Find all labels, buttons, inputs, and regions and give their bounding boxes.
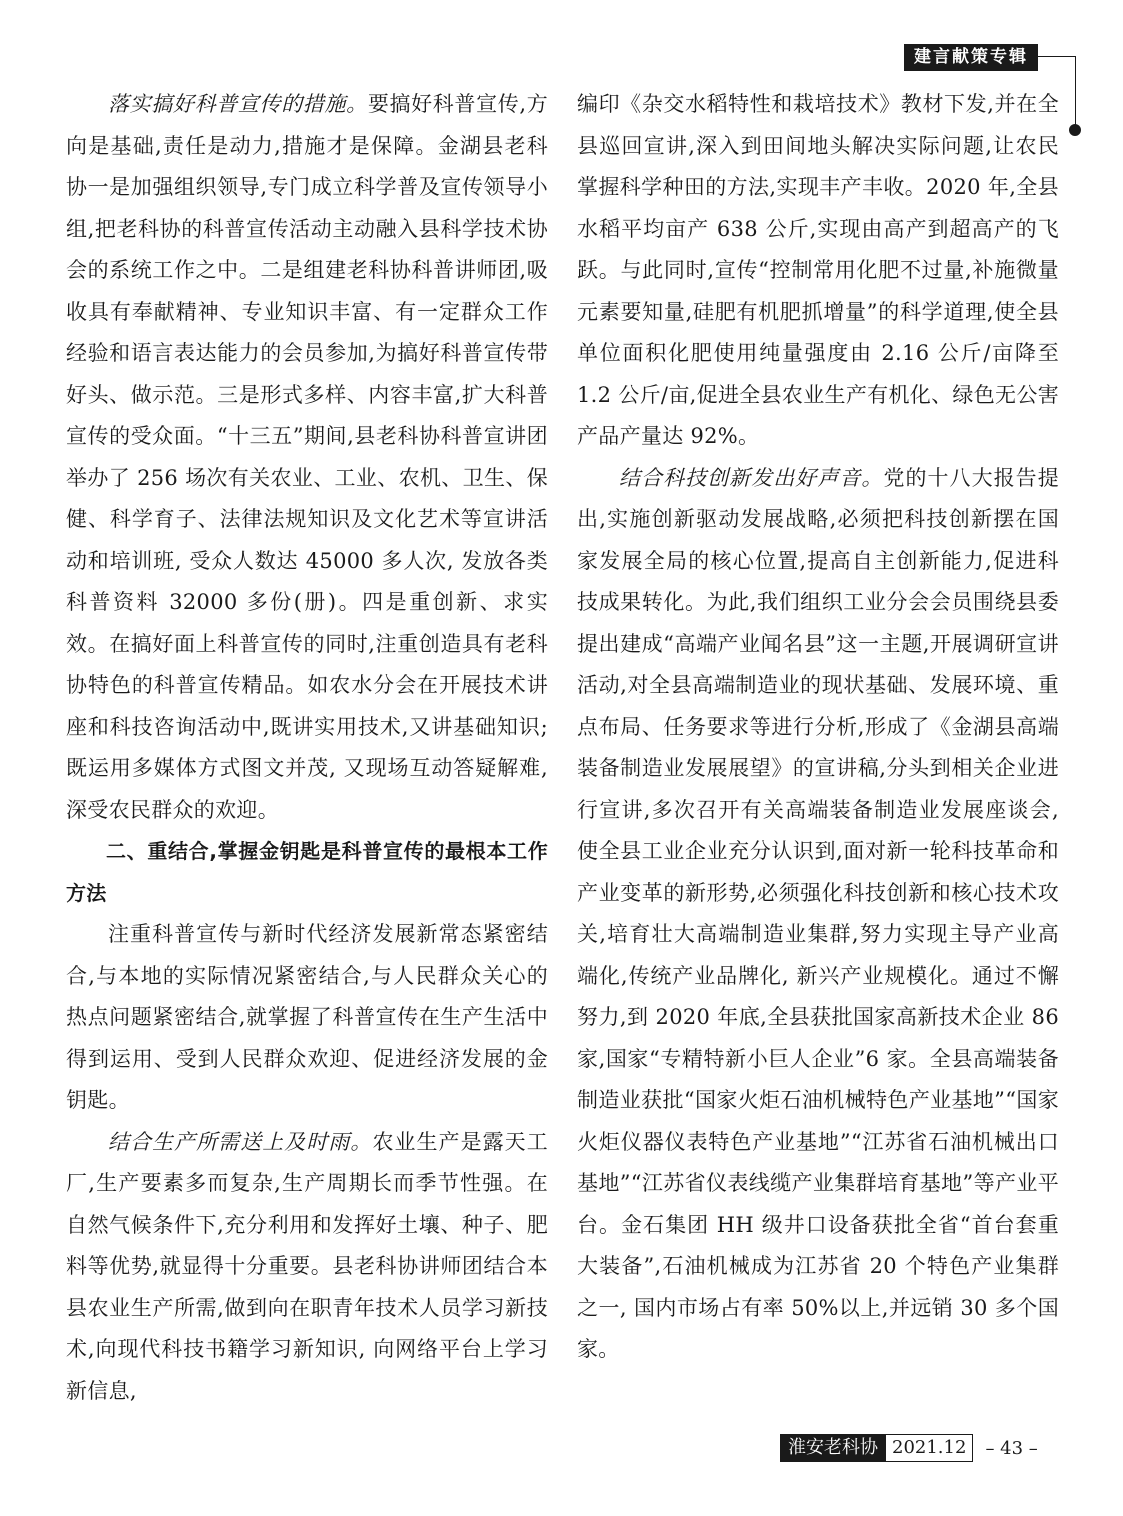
paragraph-continued: 编印《杂交水稻特性和栽培技术》教材下发,并在全县巡回宣讲,深入到田间地头解决实际问题,让农民掌握科学种田的方法,实现丰产丰收。2020 年,全县水稻平均亩产 638 公斤,实现由高产到超高产的飞跃。与此同时,宣传“控制常用化肥不过量,补施微量元素要知量,硅肥有机肥抓增量”的科学道理,使全县单位面积化肥使用纯量强度由 2.16 公斤/亩降至 1.2 公斤/亩,促进全县农业生产有机化、绿色无公害产品产量达 92%。 [577,92,1059,448]
right-column [577,84,1059,1371]
paragraph-measures [66,84,548,831]
header-dot-icon [1069,124,1081,136]
left-column [66,84,548,1412]
header-rule-vertical [1075,56,1076,126]
magazine-name: 淮安老科协 [780,1434,886,1462]
section-heading: 二、重结合,掌握金钥匙是科普宣传的最根本工作方法 [66,839,548,905]
paragraph-body: 农业生产是露天工厂,生产要素多而复杂,生产周期长而季节性强。在自然气候条件下,充分利用和发挥好土壤、种子、肥料等优势,就显得十分重要。县老科协讲师团结合本县农业生产所需,做到向在职青年技术人员学习新技术,向现代科技书籍学习新知识, 向网络平台上学习新信息, [66,1129,548,1403]
paragraph-lead: 结合生产所需送上及时雨。 [108,1129,373,1154]
paragraph-body: 党的十八大报告提出,实施创新驱动发展战略,必须把科技创新摆在国家发展全局的核心位置,提高自主创新能力,促进科技成果转化。为此,我们组织工业分会会员围绕县委提出建成“高端产业闻名县”这一主题,开展调研宣讲活动,对全县高端制造业的现状基础、发展环境、重点布局、任务要求等进行分析,形成了《金湖县高端装备制造业发展展望》的宣讲稿,分头到相关企业进行宣讲,多次召开有关高端装备制造业发展座谈会,使全县工业企业充分认识到,面对新一轮科技革命和产业变革的新形势,必须强化科技创新和核心技术攻关,培育壮大高端制造业集群,努力实现主导产业高端化,传统产业品牌化, 新兴产业规模化。通过不懈努力,到 2020 年底,全县获批国家高新技术企业 86 家,国家“专精特新小巨人企业”6 家。全县高端装备制造业获批“国家火炬石油机械特色产业基地”“国家火炬仪器仪表特色产业基地”“江苏省石油机械出口基地”“江苏省仪表线缆产业集群培育基地”等产业平台。金石集团 HH 级井口设备获批全省“首台套重大装备”,石油机械成为江苏省 20 个特色产业集群之一, 国内市场占有率 50%以上,并远销 30 多个国家。 [577,465,1059,1361]
header-rule-horizontal [1038,56,1076,57]
issue-number: 2021.12 [886,1434,973,1462]
page-footer [780,1433,1038,1463]
paragraph-golden-key: 注重科普宣传与新时代经济发展新常态紧密结合,与本地的实际情况紧密结合,与人民群众关心的热点问题紧密结合,就掌握了科普宣传在生产生活中得到运用、受到人民群众欢迎、促进经济发展的金钥匙。 [66,922,548,1112]
paragraph-innovation [577,458,1059,1371]
page-number: – 43 – [985,1437,1038,1459]
paragraph-lead: 结合科技创新发出好声音。 [619,465,884,490]
paragraph-production [66,1122,548,1413]
paragraph-body: 要搞好科普宣传,方向是基础,责任是动力,措施才是保障。金湖县老科协一是加强组织领导,专门成立科学普及宣传领导小组,把老科协的科普宣传活动主动融入县科学技术协会的系统工作之中。二是组建老科协科普讲师团,吸收具有奉献精神、专业知识丰富、有一定群众工作经验和语言表达能力的会员参加,为搞好科普宣传带好头、做示范。三是形式多样、内容丰富,扩大科普宣传的受众面。“十三五”期间,县老科协科普宣讲团举办了 256 场次有关农业、工业、农机、卫生、保健、科学育子、法律法规知识及文化艺术等宣讲活动和培训班, 受众人数达 45000 多人次, 发放各类科普资料 32000 多份(册)。四是重创新、求实效。在搞好面上科普宣传的同时,注重创造具有老科协特色的科普宣传精品。如农水分会在开展技术讲座和科技咨询活动中,既讲实用技术,又讲基础知识;既运用多媒体方式图文并茂, 又现场互动答疑解难,深受农民群众的欢迎。 [66,92,548,822]
section-tag: 建言献策专辑 [904,44,1038,71]
paragraph-lead: 落实搞好科普宣传的措施。 [108,92,368,116]
